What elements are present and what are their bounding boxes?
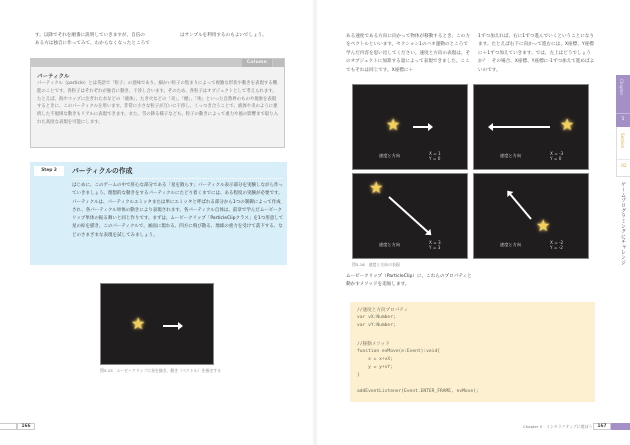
code-line: //速度と方向プロパティ <box>357 308 409 313</box>
arrow-down-right-icon <box>388 196 429 233</box>
figure-vector-right <box>352 84 468 170</box>
left-intro-text <box>35 32 295 49</box>
arrow-up-left-icon <box>509 193 532 220</box>
code-line: x = x+vX; <box>357 357 393 362</box>
code-line: addEventListener(Event.ENTER_FRAME, evMove); <box>357 389 479 394</box>
figure-xy <box>550 240 563 251</box>
right-intro-col1: ある速度である方向に向かって物体が移動するとき、この力をベクトルといいます。セクション1のバネ運動のところで学んだ内容を思い出してください。速度と方向の表現は、そのオブジェクトに加算する量によって表現できました。ここでもそれは同じです。X座標に＋ <box>346 34 471 73</box>
code-listing <box>350 302 595 402</box>
folio-bar-right <box>611 423 630 430</box>
folio-bar-left <box>0 423 17 430</box>
figure-label: 速度と方向 <box>500 242 521 247</box>
code-line: var vY:Number; <box>357 323 396 328</box>
chapter-label: Chapter <box>619 79 624 96</box>
section-label: Section <box>620 133 625 149</box>
column-text: パーティクル（particle）とは英語で「粒子」の意味であり、細かい粒子の集まりによって複雑な形状や動きを表現する機能のことです。各粒子はそれぞれが独自に動き、干渉し合います。そのため、各粒子はオブジェクトとして考えられます。たとえば、海やコップに注ぎれた水などの「液体」、たき火などの「炎」、「煙」、「埃」といった自然界のものや現象を表現するときに、このパーティクルを用います。非常に小さな粒子が互いに干渉し、くっつき合うことで、液体や炎のように連続した不規則な動きもリアルに表現できます。また、雪の降る様子なども、粒子の動きによって重力や風の影響まで取り入れた高度な表現を可能にします。 <box>37 81 278 125</box>
y-value: Y = 0 <box>550 156 562 162</box>
page-number-left: 166 <box>17 423 35 430</box>
code-line: y = y+vY; <box>357 365 393 370</box>
column-tag: Column <box>242 59 272 67</box>
page-gutter <box>312 0 318 445</box>
step-title: パーティクルの作成 <box>72 167 133 175</box>
step-text: はじめに、このゲームの中で肝心な部分である「星を散らす」パーティクル表示部分を実験しながら作っていきましょう。理想的な動きをするパーティクルにたどり着くまでには、ある程度の実験が必要です。パーティクルは、パーティクルエミッタまたは単にエミッタと呼ばれる部分から1つの制御によって作成され、各パーティクル単体の動きにより表現されます。各パーティクル自体は、前章で学んだムービークリップ単体の振る舞いと同じ作りです。まずは、ムービークリップ「ParticleClipクラス」を1つ用意して星の絵を描き、このパーティクルで、画面に現れる、四方に飛び散る、地球の重力を受けて落下する、などのさまざまな表現を試してみましょう。 <box>72 183 284 238</box>
column-tag-edge <box>273 59 284 67</box>
x-value: X = 3 <box>429 240 441 245</box>
y-value: Y = 0 <box>429 156 441 162</box>
arrow-right-icon <box>413 126 429 128</box>
column-box <box>30 58 285 148</box>
figure-label: 速度と方向 <box>379 242 400 247</box>
section-tab-divider <box>617 159 630 160</box>
x-value: X = -2 <box>550 240 564 245</box>
figure-xy <box>550 151 563 162</box>
chapter-tab-divider <box>616 113 630 114</box>
code-line: function evMove(e:Event):void{ <box>357 349 440 354</box>
figure-label: 速度と方向 <box>379 153 400 158</box>
code-line: var vX:Number; <box>357 315 396 320</box>
section-tab <box>616 127 630 177</box>
right-intro-col2: 1ずつ加えれば、右に1ずつ進んでいくということになります。たとえば右下に向かって進むには、X座標、Y座標に＋1ずつ加えていきます。では、左上はどうでしょうか？ その場合、X座標、Y座標に-1ずつ加えて進めばよいのです。 <box>478 34 595 73</box>
section-number: 02 <box>621 164 627 169</box>
x-value: X = 1 <box>429 151 441 156</box>
figure-vector-left <box>473 84 589 170</box>
y-value: Y = 3 <box>429 245 441 251</box>
page-number-right: 167 <box>593 423 611 430</box>
x-value: X = -3 <box>550 151 564 156</box>
code-line: } <box>357 373 360 378</box>
arrow-right-icon <box>163 325 179 327</box>
star-icon: ★ <box>369 178 384 197</box>
after-figure-text: ムービークリップ（ParticleClip）に、これらのプロパティと動かすメソッドを追加します。 <box>346 274 472 288</box>
intro-line: ある方は独自に作ってみて、わからなくなったところで <box>35 41 150 47</box>
star-icon: ★ <box>560 115 575 134</box>
star-icon: ★ <box>536 216 551 235</box>
column-header <box>31 59 284 67</box>
intro-line: はサンプルを利用するのもよいでしょう。 <box>180 33 267 38</box>
code-line: //移動メソッド <box>357 342 390 347</box>
step-divider <box>72 178 283 179</box>
figure-xy <box>429 151 441 162</box>
y-value: Y = -2 <box>550 245 563 251</box>
figure-5-15 <box>100 283 214 365</box>
figure-caption: 図5-15 ムービークリップに星を描き、動き（ベクトル）を指定する <box>100 368 221 373</box>
figure-vector-down-right <box>352 173 468 259</box>
figure-caption: 図5-16 速度と方向の表現 <box>352 262 400 267</box>
arrow-left-icon <box>492 126 550 128</box>
star-icon: ★ <box>131 314 146 333</box>
figure-vector-up-left <box>473 173 589 259</box>
column-title: パーティクル <box>37 74 70 80</box>
step-tag: Step 2 <box>34 166 64 176</box>
figure-label: 速度と方向 <box>500 153 521 158</box>
star-icon: ★ <box>386 115 401 134</box>
side-tab-title: ゲームプログラミングにチャレンジ <box>620 182 626 266</box>
running-footer: Chapter 5 インタラクティブに遊ぼう <box>523 424 593 429</box>
figure-xy <box>429 240 441 251</box>
intro-line: す。以降でそれを順番に説明していきますが、自信の <box>35 33 145 38</box>
step-box <box>30 162 287 265</box>
chapter-tab <box>616 75 630 127</box>
chapter-number: 5 <box>621 117 625 122</box>
